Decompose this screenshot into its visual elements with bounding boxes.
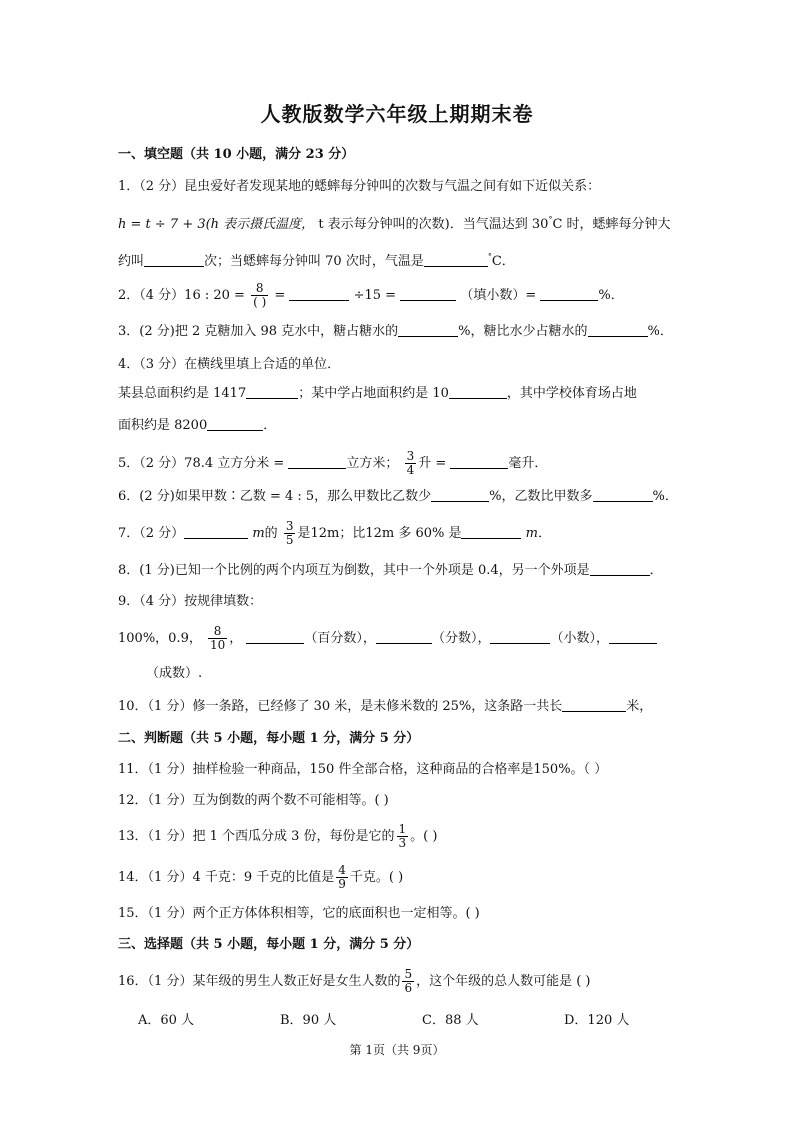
question-1-line-2 xyxy=(118,210,671,235)
question-7-text-c: 是12m；比12m 多 60% 是 xyxy=(297,526,462,541)
answer-blank[interactable] xyxy=(609,629,657,644)
question-2-text-c: ÷15 = xyxy=(353,288,397,303)
question-1-text-c: C 时，蟋蟀每分钟大 xyxy=(552,217,671,232)
answer-blank[interactable] xyxy=(450,454,508,469)
question-4-line-3 xyxy=(118,416,276,436)
answer-blank[interactable] xyxy=(431,487,489,502)
answer-blank[interactable] xyxy=(207,416,263,431)
answer-blank[interactable] xyxy=(400,286,456,301)
option-b[interactable]: B．90 人 xyxy=(280,1013,337,1028)
question-7-text-a: 7．（2 分） xyxy=(118,526,185,541)
answer-blank[interactable] xyxy=(461,524,521,539)
question-14-text-b: 千克。( ) xyxy=(349,870,404,885)
question-12: 12．（1 分）互为倒数的两个数不可能相等。( ) xyxy=(118,793,389,808)
question-4-line-1: 4．（3 分）在横线里填上合适的单位． xyxy=(118,357,341,372)
question-5 xyxy=(118,450,547,477)
question-4-line-2 xyxy=(118,384,637,404)
denominator: 4 xyxy=(406,463,415,477)
question-1-line-1: 1．（2 分）昆虫爱好者发现某地的蟋蟀每分钟叫的次数与气温之间有如下近似关系： xyxy=(118,179,601,194)
question-9-line-1: 9．（4 分）按规律填数： xyxy=(118,594,263,609)
question-3 xyxy=(118,322,673,342)
question-3-text-c: %． xyxy=(647,324,673,339)
question-3-text-b: %，糖比水少占糖水的 xyxy=(458,324,588,339)
question-4-text-c: ，其中学校体育场占地 xyxy=(506,386,637,401)
answer-blank[interactable] xyxy=(562,697,626,712)
question-8 xyxy=(118,561,663,581)
fraction xyxy=(208,625,227,652)
question-4-text-e: ． xyxy=(263,418,277,433)
question-2-text-d: （填小数）= xyxy=(460,288,537,303)
question-15: 15．（1 分）两个正方体体积相等，它的底面积也一定相等。( ) xyxy=(118,906,480,921)
option-a[interactable]: A．60 人 xyxy=(138,1013,195,1028)
question-13-text-a: 13．（1 分）把 1 个西瓜分成 3 份，每份是它的 xyxy=(118,829,395,844)
page-title: 人教版数学六年级上期期末卷 xyxy=(260,102,534,126)
question-9-line-2 xyxy=(118,625,657,652)
answer-blank[interactable] xyxy=(144,252,204,267)
question-13 xyxy=(118,823,437,850)
numerator: 3 xyxy=(406,449,415,463)
section-true-false-heading: 二、判断题（共 5 小题，每小题 1 分，满分 5 分） xyxy=(118,731,420,746)
question-14-text-a: 14．（1 分）4 千克：9 千克的比值是 xyxy=(118,870,335,885)
option-c[interactable]: C．88 人 xyxy=(422,1013,479,1028)
answer-blank[interactable] xyxy=(398,322,458,337)
fraction xyxy=(402,968,414,995)
answer-blank[interactable] xyxy=(289,286,349,301)
question-5-text-b: 立方米； xyxy=(346,456,399,471)
question-4-text-b: ；某中学占地面积约是 10 xyxy=(298,386,449,401)
numerator: 8 xyxy=(208,625,227,639)
page-footer: 第 1页（共 9页） xyxy=(349,1043,445,1057)
question-2-text-e: %． xyxy=(598,288,624,303)
answer-blank[interactable] xyxy=(590,561,650,576)
numerator: 1 xyxy=(398,822,407,836)
question-6 xyxy=(118,487,678,507)
question-16-text-a: 16．（1 分）某年级的男生人数正好是女生人数的 xyxy=(118,974,401,989)
question-6-text-b: %，乙数比甲数多 xyxy=(489,489,593,504)
question-9-text-a: 100%，0.9， xyxy=(118,631,202,646)
question-14 xyxy=(118,864,403,891)
question-1-text-f: C． xyxy=(491,254,515,269)
answer-blank[interactable] xyxy=(490,629,550,644)
question-1-text-d: 约叫 xyxy=(118,254,145,269)
answer-blank[interactable] xyxy=(376,629,432,644)
answer-blank[interactable] xyxy=(424,252,488,267)
question-1-text-e: 次；当蟋蟀每分钟叫 70 次时，气温是 xyxy=(204,254,424,269)
question-10-text-b: 米， xyxy=(626,699,653,714)
denominator: 6 xyxy=(404,981,413,995)
question-2-text-a: 2．（4 分）16 : 20 = xyxy=(118,288,245,303)
answer-blank[interactable] xyxy=(246,629,304,644)
question-11: 11．（1 分）抽样检验一种商品，150 件全部合格，这种商品的合格率是150%。（ ） xyxy=(118,762,608,777)
answer-blank[interactable] xyxy=(184,524,248,539)
question-13-text-b: 。( ) xyxy=(410,829,438,844)
numerator: 3 xyxy=(285,519,294,533)
question-16 xyxy=(118,968,591,995)
question-6-text-c: %． xyxy=(652,489,678,504)
denominator: 5 xyxy=(285,533,294,547)
question-9-text-d: （分数）， xyxy=(431,631,491,646)
question-8-text-a: 8．(1 分)已知一个比例的两个内项互为倒数，其中一个外项是 0.4，另一个外项是 xyxy=(118,563,590,578)
numerator: 8 xyxy=(251,282,268,296)
answer-blank[interactable] xyxy=(593,487,653,502)
fraction xyxy=(251,282,268,309)
question-6-text-a: 6．(2 分)如果甲数∶乙数 = 4 : 5，那么甲数比乙数少 xyxy=(118,489,432,504)
unit-m: m xyxy=(252,526,265,541)
question-5-text-c: 升 = xyxy=(418,456,447,471)
question-9-text-b: ， xyxy=(229,631,243,646)
answer-blank[interactable] xyxy=(449,384,507,399)
numerator: 5 xyxy=(404,967,413,981)
unit-m: m xyxy=(525,526,538,541)
degree-symbol: ° xyxy=(548,215,553,224)
answer-blank[interactable] xyxy=(288,454,346,469)
numerator: 4 xyxy=(338,863,346,877)
question-4-text-d: 面积约是 8200 xyxy=(118,418,208,433)
denominator: 9 xyxy=(338,877,346,891)
question-7 xyxy=(118,520,551,547)
question-9-text-c: （百分数）， xyxy=(304,631,376,646)
fraction xyxy=(405,450,417,477)
question-16-text-b: ，这个年级的总人数可能是 ( ) xyxy=(416,974,591,989)
question-10-text-a: 10．（1 分）修一条路，已经修了 30 米，是未修米数的 25%，这条路一共长 xyxy=(118,699,563,714)
question-1-line-3 xyxy=(118,247,515,272)
question-9-text-e: （小数）， xyxy=(550,631,609,646)
formula-text: h = t ÷ 7 + 3(h 表示摄氏温度， xyxy=(118,217,315,232)
question-3-text-a: 3．(2 分)把 2 克糖加入 98 克水中，糖占糖水的 xyxy=(118,324,399,339)
denominator: 10 xyxy=(209,638,226,652)
question-10 xyxy=(118,697,652,717)
question-5-text-d: 毫升． xyxy=(508,456,548,471)
denominator: ( ) xyxy=(253,295,267,309)
question-7-text-d: ． xyxy=(537,526,551,541)
question-2-text-b: = xyxy=(274,288,286,303)
option-d[interactable]: D．120 人 xyxy=(564,1013,630,1028)
degree-symbol: ° xyxy=(487,252,492,261)
answer-blank[interactable] xyxy=(246,384,298,399)
fraction xyxy=(284,520,296,547)
question-7-text-b: 的 xyxy=(264,526,278,541)
denominator: 3 xyxy=(398,836,407,850)
section-fill-blank-heading: 一、填空题（共 10 小题，满分 23 分） xyxy=(118,147,355,162)
question-8-text-b: ． xyxy=(649,563,663,578)
question-1-text-b: t 表示每分钟叫的次数)．当气温达到 30 xyxy=(318,217,549,232)
question-9-line-3: （成数）. xyxy=(146,666,203,681)
fraction xyxy=(336,864,348,891)
answer-blank[interactable] xyxy=(540,286,598,301)
fraction xyxy=(397,823,409,850)
question-2 xyxy=(118,282,624,309)
question-5-text-a: 5．（2 分）78.4 立方分米 = xyxy=(118,456,285,471)
question-4-text-a: 某县总面积约是 1417 xyxy=(118,386,247,401)
section-multiple-choice-heading: 三、选择题（共 5 小题，每小题 1 分，满分 5 分） xyxy=(118,937,420,952)
answer-blank[interactable] xyxy=(588,322,648,337)
